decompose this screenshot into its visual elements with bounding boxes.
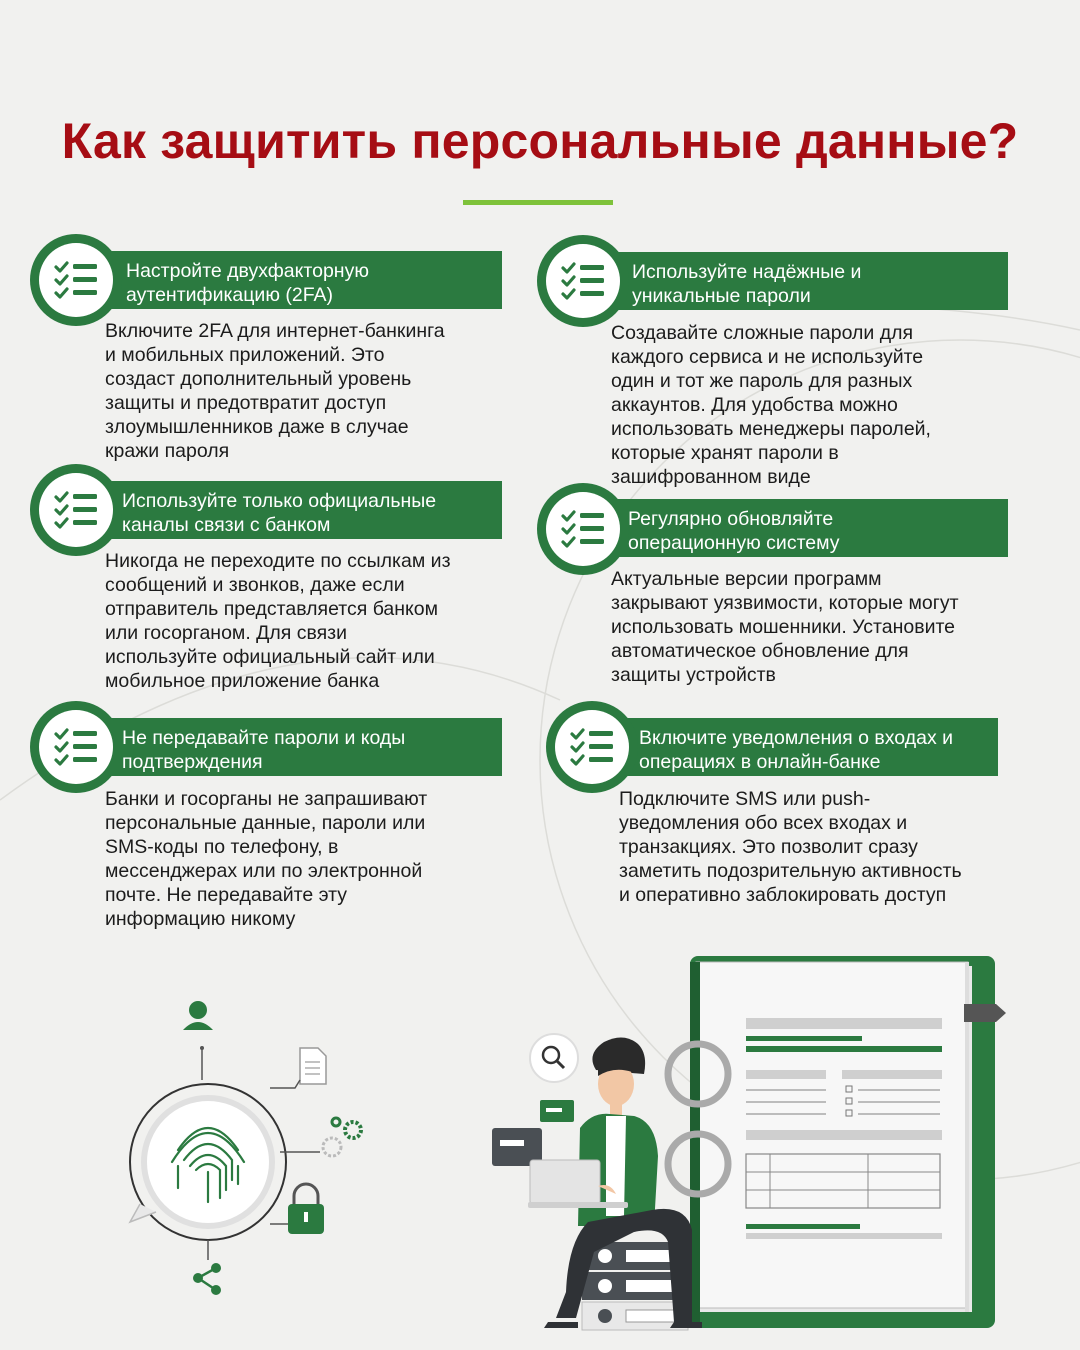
tip-heading: Включите уведомления о входах и операциях в онлайн-банке (612, 718, 998, 776)
title-underline (463, 200, 613, 205)
gears-icon (323, 1118, 361, 1156)
tip-body: Актуальные версии программ закрывают уязвимости, которые могут использовать мошенники. Установите автоматическое обновление для защиты устройств (611, 568, 959, 686)
checklist-icon (54, 261, 98, 299)
tip-icon-badge (537, 483, 629, 575)
tip-body: Включите 2FA для интернет-банкинга и мобильных приложений. Это создаст дополнительный уровень защиты и предотвратит доступ злоумышленников даже в случае кражи пароля (105, 320, 445, 462)
tip-body: Подключите SMS или push- уведомления обо всех входах и транзакциях. Это позволит сразу заметить подозрительную активность и оперативно заблокировать доступ (619, 788, 962, 906)
padlock-icon (288, 1184, 324, 1234)
tip-icon-badge (537, 235, 629, 327)
tip-heading: Настройте двухфакторную аутентификацию (2FA) (96, 251, 502, 309)
tip-heading: Регулярно обновляйте операционную систему (603, 499, 1008, 557)
tip-heading: Используйте только официальные каналы связи с банком (96, 481, 502, 539)
binder-icon (668, 956, 1006, 1328)
tip-icon-badge (30, 234, 122, 326)
folder-icon (492, 1100, 574, 1166)
tip-body: Никогда не переходите по ссылкам из сообщений и звонков, даже если отправитель представляется банком или госорганом. Для связи используйте официальный сайт или мобильное приложение банка (105, 550, 451, 692)
user-icon (183, 1001, 213, 1030)
tip-icon-badge (30, 701, 122, 793)
share-icon (193, 1263, 221, 1295)
tip-heading: Не передавайте пароли и коды подтверждения (96, 718, 502, 776)
checklist-icon (54, 491, 98, 529)
magnifier-icon (530, 1034, 578, 1082)
checklist-icon (570, 728, 614, 766)
document-icon (300, 1048, 326, 1084)
tip-body: Создавайте сложные пароли для каждого сервиса и не используйте один и тот же пароль для разных аккаунтов. Для удобства можно использовать менеджеры паролей, которые хранят пароли в зашифрованном виде (611, 322, 931, 488)
checklist-icon (54, 728, 98, 766)
tip-icon-badge (546, 701, 638, 793)
tip-icon-badge (30, 464, 122, 556)
tip-heading: Используйте надёжные и уникальные пароли (603, 252, 1008, 310)
checklist-icon (561, 510, 605, 548)
page-title: Как защитить персональные данные? (61, 113, 1019, 169)
checklist-icon (561, 262, 605, 300)
tip-body: Банки и госорганы не запрашивают персональные данные, пароли или SMS-коды по телефону, в мессенджерах или по электронной почте. Не передавайте эту информацию никому (105, 788, 428, 930)
person-binder-illustration (488, 950, 1028, 1335)
security-illustration (120, 990, 380, 1310)
